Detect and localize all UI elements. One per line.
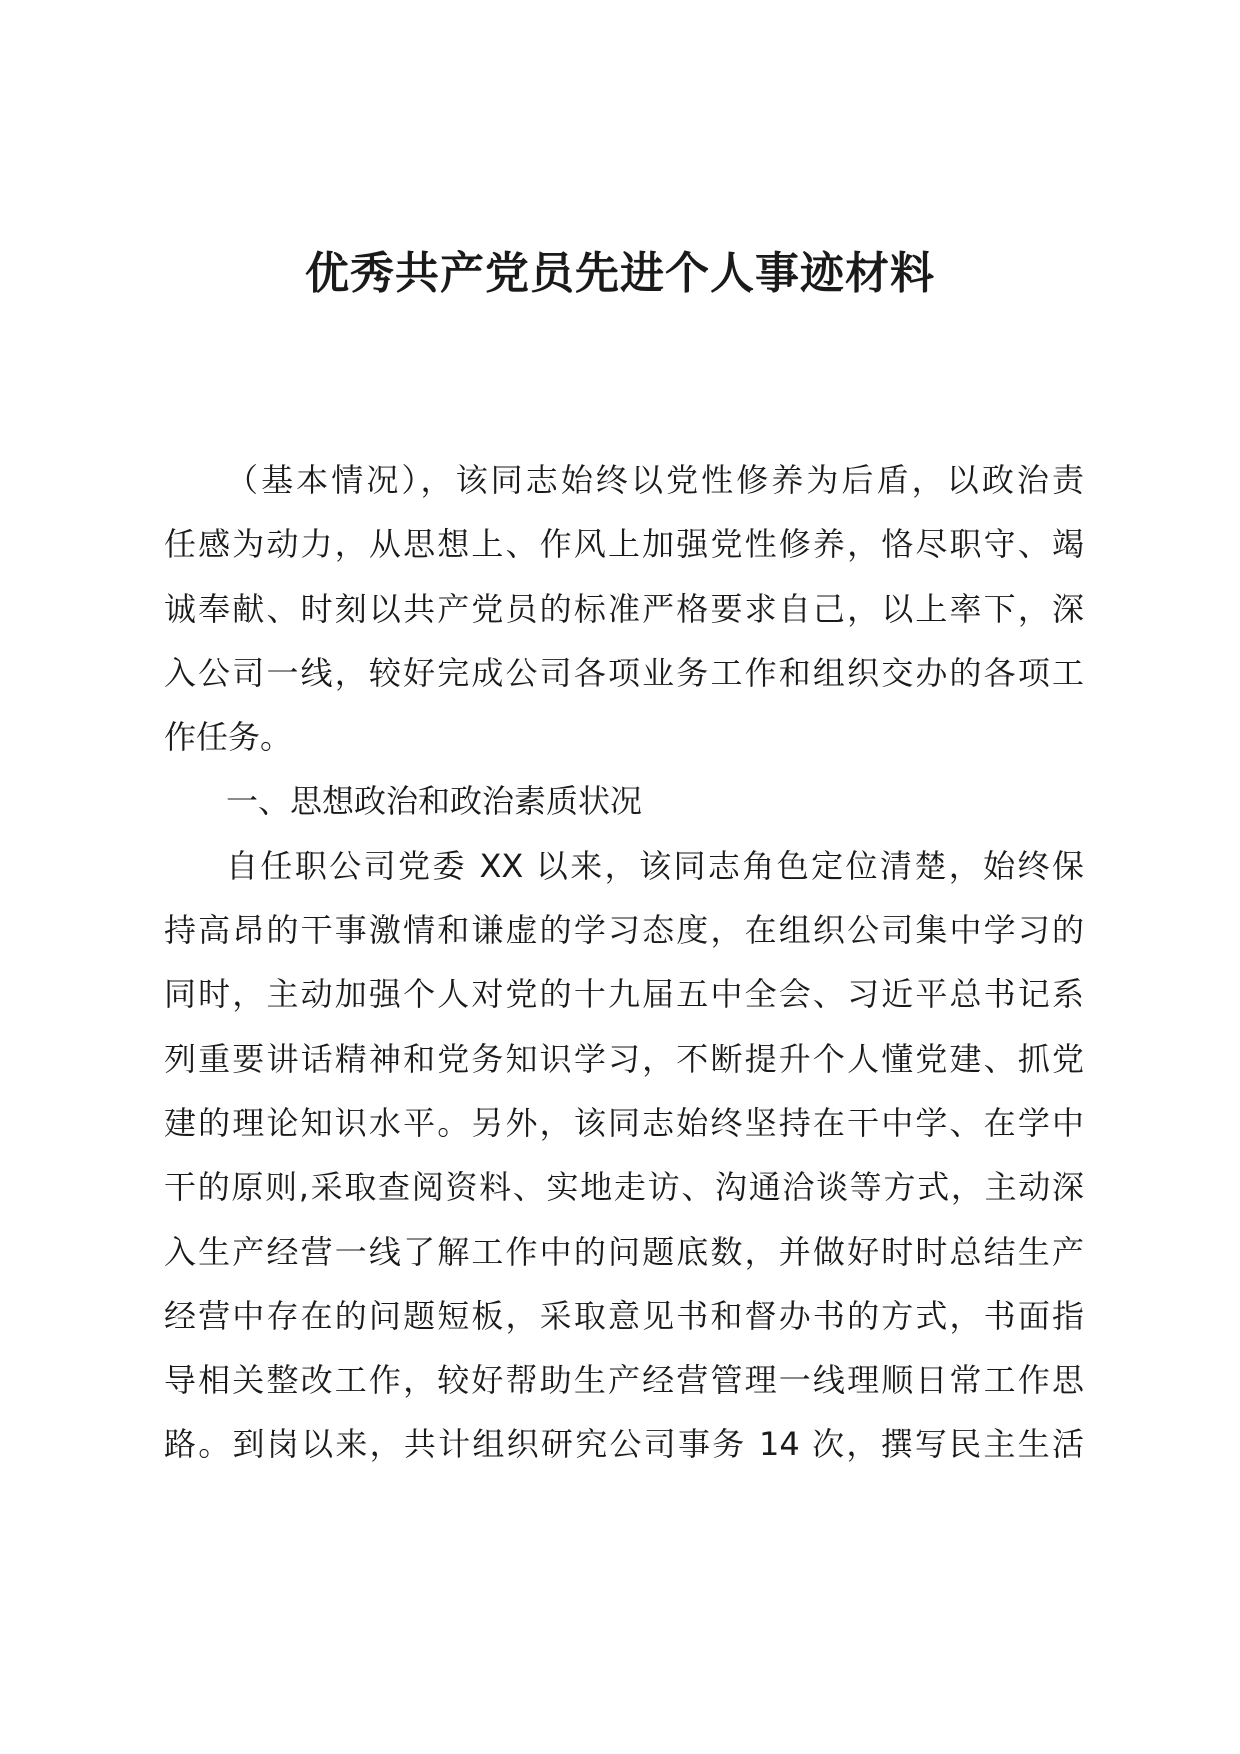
paragraph-line: 经营中存在的问题短板，采取意见书和督办书的方式，书面指 (164, 1296, 1084, 1335)
paragraph-line: 入生产经营一线了解工作中的问题底数，并做好时时总结生产 (164, 1232, 1084, 1271)
paragraph-line: 路。到岗以来，共计组织研究公司事务 14 次，撰写民主生活 (164, 1425, 1084, 1464)
paragraph-line: 自任职公司党委 XX 以来，该同志角色定位清楚，始终保 (226, 846, 1084, 885)
paragraph-line: 入公司一线，较好完成公司各项业务工作和组织交办的各项工 (164, 653, 1084, 692)
paragraph-line: 干的原则,采取查阅资料、实地走访、沟通洽谈等方式，主动深 (164, 1168, 1084, 1207)
paragraph-line: 作任务。 (164, 718, 293, 757)
paragraph-line: 导相关整改工作，较好帮助生产经营管理一线理顺日常工作思 (164, 1361, 1084, 1400)
paragraph-line: 诚奉献、时刻以共产党员的标准严格要求自己，以上率下，深 (164, 589, 1084, 628)
section-heading: 一、思想政治和政治素质状况 (226, 782, 643, 821)
paragraph-line: 任感为动力，从思想上、作风上加强党性修养，恪尽职守、竭 (164, 525, 1084, 564)
paragraph-line: （基本情况），该同志始终以党性修养为后盾，以政治责 (226, 461, 1084, 499)
document-title: 优秀共产党员先进个人事迹材料 (305, 248, 935, 299)
paragraph-line: 持高昂的干事激情和谦虚的学习态度，在组织公司集中学习的 (164, 911, 1084, 950)
paragraph-line: 列重要讲话精神和党务知识学习，不断提升个人懂党建、抓党 (164, 1039, 1084, 1078)
document-body (164, 448, 1084, 1477)
paragraph-line: 建的理论知识水平。另外，该同志始终坚持在干中学、在学中 (164, 1103, 1084, 1142)
paragraph-line: 同时，主动加强个人对党的十九届五中全会、习近平总书记系 (164, 975, 1084, 1014)
